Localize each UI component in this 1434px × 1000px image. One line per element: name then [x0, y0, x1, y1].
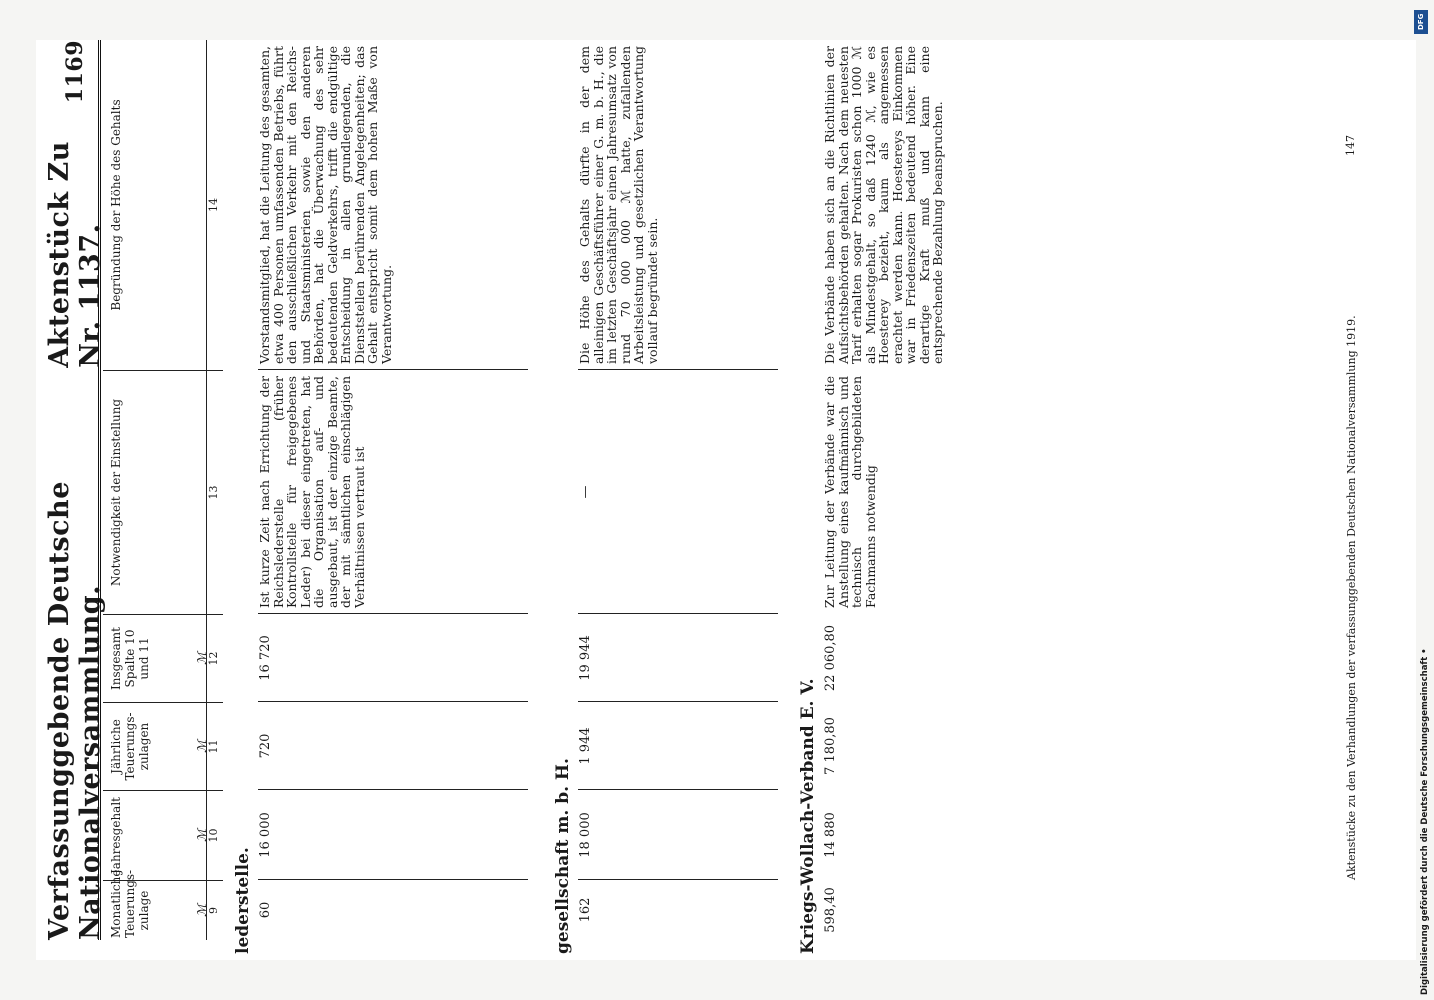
col-header-14 — [103, 40, 223, 370]
col-header-unit: ℳ — [195, 740, 209, 753]
col-header-label: Notwendigkeit der Einstellung — [109, 398, 123, 587]
column-rule — [258, 613, 528, 614]
col-header-11 — [103, 702, 223, 790]
cell-total: 19 944 — [578, 635, 593, 681]
col-header-12 — [103, 614, 223, 702]
col-header-unit: ℳ — [195, 652, 209, 665]
col-header-label: Monatliche Teuerungs-zulage — [109, 869, 151, 938]
col-header-label: Begründung der Höhe des Gehalts — [109, 99, 123, 311]
cell-justification: Die Verbände haben sich an die Richtlinien der Aufsichtsbehörden gehalten. Nach dem neuesten Tarif erhalten sogar Prokuristen schon 1000 ℳ als Mindestgehalt, so daß 1240 ℳ, wie es Hoesterey bezieht, kaum als angemessen erachtet werden kann. Hoestereys Einkommen war in Friedenszeiten bedeutend höher. Eine derartige Kraft muß und kann eine entsprechende Bezahlung beanspruchen. — [822, 46, 945, 364]
header-rule — [98, 40, 101, 940]
section-title: gesellschaft m. b. H. — [553, 758, 573, 954]
page-title: Verfassunggebende Deutsche Nationalversammlung. — [44, 481, 106, 940]
column-rule — [258, 789, 528, 790]
col-header-number: 13 — [206, 371, 223, 614]
page-number: 1169 — [62, 40, 88, 104]
footer-sheet-number: 147 — [1344, 135, 1357, 156]
cell-annual-salary: 16 000 — [258, 812, 273, 858]
dfg-logo: DFG — [1414, 10, 1428, 34]
col-header-unit: ℳ — [195, 904, 209, 917]
col-header-10 — [103, 790, 223, 880]
cell-necessity: Ist kurze Zeit nach Errichtung der Reichslederstelle (früher Kontrollstelle für freigegebenes Leder) bei dieser eingetreten, hat die Organisation auf- und ausgebaut, ist der einzige Beamte, der mit sämtlichen einschlägigen Verhältnissen vertraut ist — [257, 376, 367, 608]
col-header-9 — [103, 869, 223, 940]
column-rule — [578, 701, 778, 702]
col-header-number: 14 — [206, 40, 223, 370]
document-reference: Aktenstück Zu Nr. 1137. — [44, 141, 106, 368]
cell-necessity: — — [578, 485, 593, 499]
cell-monthly-allowance: 162 — [578, 897, 593, 923]
column-rule — [258, 369, 528, 370]
cell-necessity: Zur Leitung der Verbände war die Anstellung eines kaufmännisch und technisch durchgebildeten Fachmanns notwendig — [822, 376, 878, 608]
col-header-number: 10 — [206, 791, 223, 880]
column-rule — [258, 879, 528, 880]
rotated-page-content — [44, 40, 1358, 954]
cell-total: 16 720 — [258, 635, 273, 681]
cell-annual-allowance: 7 180,80 — [823, 717, 838, 775]
col-header-unit: ℳ — [195, 829, 209, 842]
running-head — [44, 40, 106, 940]
digitization-note: Digitalisierung gefördert durch die Deutsche Forschungsgemeinschaft • — [1420, 648, 1430, 995]
cell-justification: Die Höhe des Gehalts dürfte in der dem alleinigen Geschäftsführer einer G. m. b. H., die im letzten Geschäftsjahr einen Jahresumsatz von rund 70 000 000 ℳ hatte, zufallenden Arbeitsleistung und gesetzlichen Verantwortung vollauf begründet sein. — [577, 46, 660, 364]
col-header-number: 11 — [206, 703, 223, 790]
cell-monthly-allowance: 598,40 — [823, 887, 838, 933]
col-header-number: 9 — [206, 881, 223, 940]
col-header-label: Insgesamt Spalte 10 und 11 — [109, 627, 151, 690]
cell-annual-salary: 14 880 — [823, 812, 838, 858]
cell-justification: Vorstandsmitglied, hat die Leitung des gesamten, etwa 400 Personen umfassenden Betriebs, führt den ausschließlichen Verkehr mit den Reichs- und Staatsministerien sowie den anderen Behörden, hat die Überwachung des sehr bedeutenden Geldverkehrs, trifft die endgültige Entscheidung in allen grundlegenden, die Dienststellen berührenden Angelegenheiten; das Gehalt entspricht somit dem hohen Maße von Verantwortung. — [257, 46, 394, 364]
table-row — [258, 40, 528, 940]
table-row — [823, 40, 1123, 940]
col-header-label: Jahresgehalt — [109, 797, 123, 875]
column-rule — [578, 879, 778, 880]
column-rule — [258, 701, 528, 702]
footer-source: Aktenstücke zu den Verhandlungen der verfassunggebenden Deutschen Nationalversammlung 1919. — [1345, 315, 1358, 880]
cell-annual-salary: 18 000 — [578, 812, 593, 858]
col-header-13 — [103, 370, 223, 614]
table-header — [103, 40, 223, 940]
column-rule — [578, 369, 778, 370]
section-title: lederstelle. — [233, 847, 253, 954]
column-rule — [578, 613, 778, 614]
cell-monthly-allowance: 60 — [258, 901, 273, 919]
col-header-label: Jährliche Teuerungs-zulagen — [109, 712, 151, 781]
col-header-number: 12 — [206, 615, 223, 702]
section-title: Kriegs-Wollach-Verband E. V. — [798, 678, 818, 954]
table-row — [578, 40, 778, 940]
cell-annual-allowance: 720 — [258, 733, 273, 759]
column-rule — [578, 789, 778, 790]
cell-total: 22 060,80 — [823, 624, 838, 692]
cell-annual-allowance: 1 944 — [578, 727, 593, 765]
